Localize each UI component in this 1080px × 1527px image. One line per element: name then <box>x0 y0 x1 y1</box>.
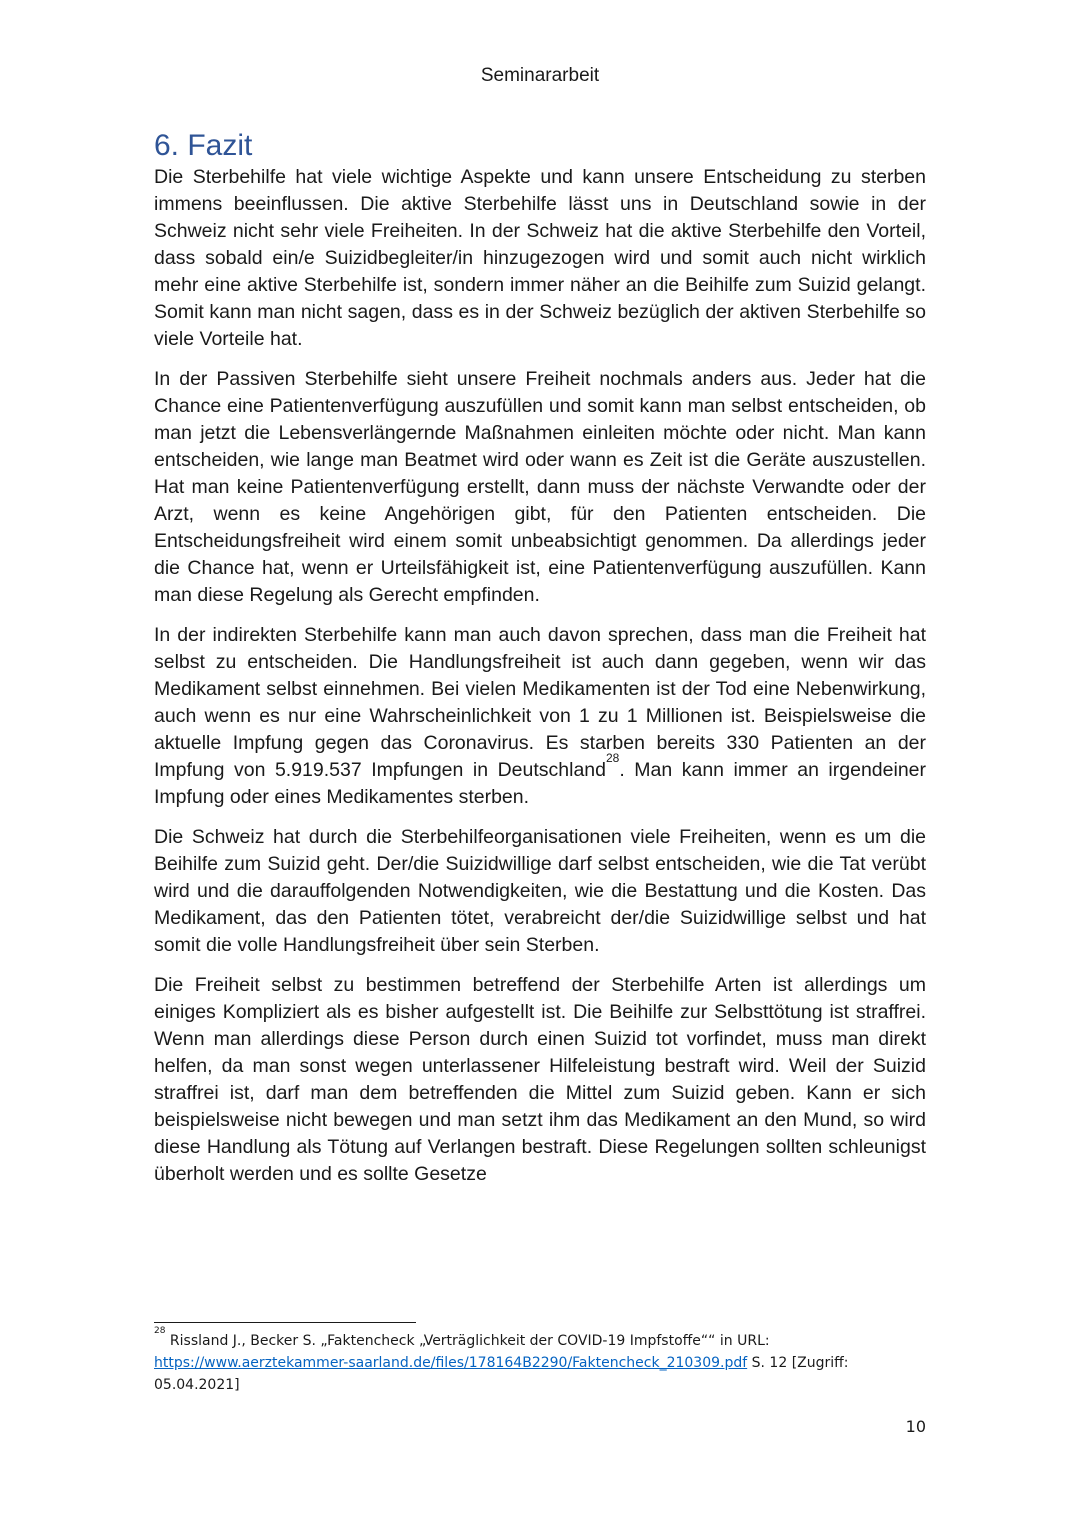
paragraph-indirekte-sterbehilfe <box>154 622 926 811</box>
footnote-text-after-link: S. 12 [Zugriff: 05.04.2021] <box>154 1355 849 1393</box>
footnote-number: 28 <box>154 1326 166 1337</box>
paragraph-passive-sterbehilfe: In der Passiven Sterbehilfe sieht unsere Freiheit nochmals anders aus. Jeder hat die Chance eine Patientenverfügung auszufüllen und somit kann man selbst entscheiden, ob man jetzt die Lebensverlängernde Maßnahmen einleiten möchte oder nicht. Man kann entscheiden, wie lange man Beatmet wird oder wann es Zeit ist die Geräte auszustellen. Hat man keine Patientenverfügung erstellt, dann muss der nächste Verwandte oder der Arzt, wenn es keine Angehörigen gibt, für den Patienten entscheiden. Die Entscheidungsfreiheit wird einem somit unbeabsichtigt genommen. Da allerdings jeder die Chance hat, wenn er Urteilsfähigkeit ist, eine Patientenverfügung auszufüllen. Kann man diese Regelung als Gerecht empfinden. <box>154 368 926 606</box>
section-title: 6. Fazit <box>154 129 253 162</box>
footnote-text: Rissland J., Becker S. „Faktencheck „Verträglichkeit der COVID-19 Impfstoffe““ in URL: <box>165 1333 770 1349</box>
footnote-separator <box>154 1322 416 1323</box>
footnote-reference[interactable]: 28 <box>605 750 620 765</box>
page-number: 10 <box>905 1417 926 1436</box>
footnote <box>154 1326 926 1396</box>
paragraph-beihilfe-suizid-schweiz: Die Schweiz hat durch die Sterbehilfeorganisationen viele Freiheiten, wenn es um die Beihilfe zum Suizid geht. Der/die Suizidwillige darf selbst entscheiden, wie die Tat verübt wird und die darauffolgenden Notwendigkeiten, wie die Bestattung und die Kosten. Das Medikament, das den Patienten tötet, verabreicht der/die Suizidwillige selbst und hat somit die volle Handlungsfreiheit über sein Sterben. <box>154 826 926 956</box>
paragraph-text-after-footnote: . Man kann immer an irgendeiner Impfung oder eines Medikamentes sterben. <box>154 759 926 808</box>
paragraph-freiheit-selbstbestimmung: Die Freiheit selbst zu bestimmen betreffend der Sterbehilfe Arten ist allerdings um einiges Kompliziert als es bisher aufgestellt ist. Die Beihilfe zur Selbsttötung ist straffrei. Wenn man allerdings diese Person durch einen Suizid tot vorfindet, muss man direkt helfen, da man sonst wegen unterlassener Hilfeleistung bestraft wird. Weil der Suizid straffrei ist, darf man dem betreffenden die Mittel zum Suizid geben. Kann er sich beispielsweise nicht bewegen und man setzt ihm das Medikament an den Mund, so wird diese Handlung als Tötung auf Verlangen bestraft. Diese Regelungen sollten schleunigst überholt werden und es sollte Gesetze <box>154 974 926 1185</box>
paragraph-text-before-footnote: In der indirekten Sterbehilfe kann man auch davon sprechen, dass man die Freiheit hat selbst zu entscheiden. Die Handlungsfreiheit ist auch dann gegeben, wenn wir das Medikament selbst einnehmen. Bei vielen Medikamenten ist der Tod eine Nebenwirkung, auch wenn es nur eine Wahrscheinlichkeit von 1 zu 1 Millionen ist. Beispielsweise die aktuelle Impfung gegen das Coronavirus. Es starben bereits 330 Patienten an der Impfung von 5.919.537 Impfungen in Deutschland <box>154 624 926 781</box>
main-content <box>154 128 926 1188</box>
paragraph-aktive-sterbehilfe: Die Sterbehilfe hat viele wichtige Aspekte und kann unsere Entscheidung zu sterben immens beeinflussen. Die aktive Sterbehilfe lässt uns in Deutschland sowie in der Schweiz nicht sehr viele Freiheiten. In der Schweiz hat die aktive Sterbehilfe den Vorteil, dass sobald ein/e Suizidbegleiter/in hinzugezogen wird und somit auch nicht wirklich mehr eine aktive Sterbehilfe ist, sondern immer näher an die Beihilfe zum Suizid gelangt. Somit kann man nicht sagen, dass es in der Schweiz bezüglich der aktiven Sterbehilfe so viele Vorteile hat. <box>154 166 926 350</box>
footnote-url-link[interactable]: https://www.aerztekammer-saarland.de/files/178164B2290/Faktencheck_210309.pdf <box>154 1355 748 1371</box>
running-header: Seminararbeit <box>480 65 600 86</box>
